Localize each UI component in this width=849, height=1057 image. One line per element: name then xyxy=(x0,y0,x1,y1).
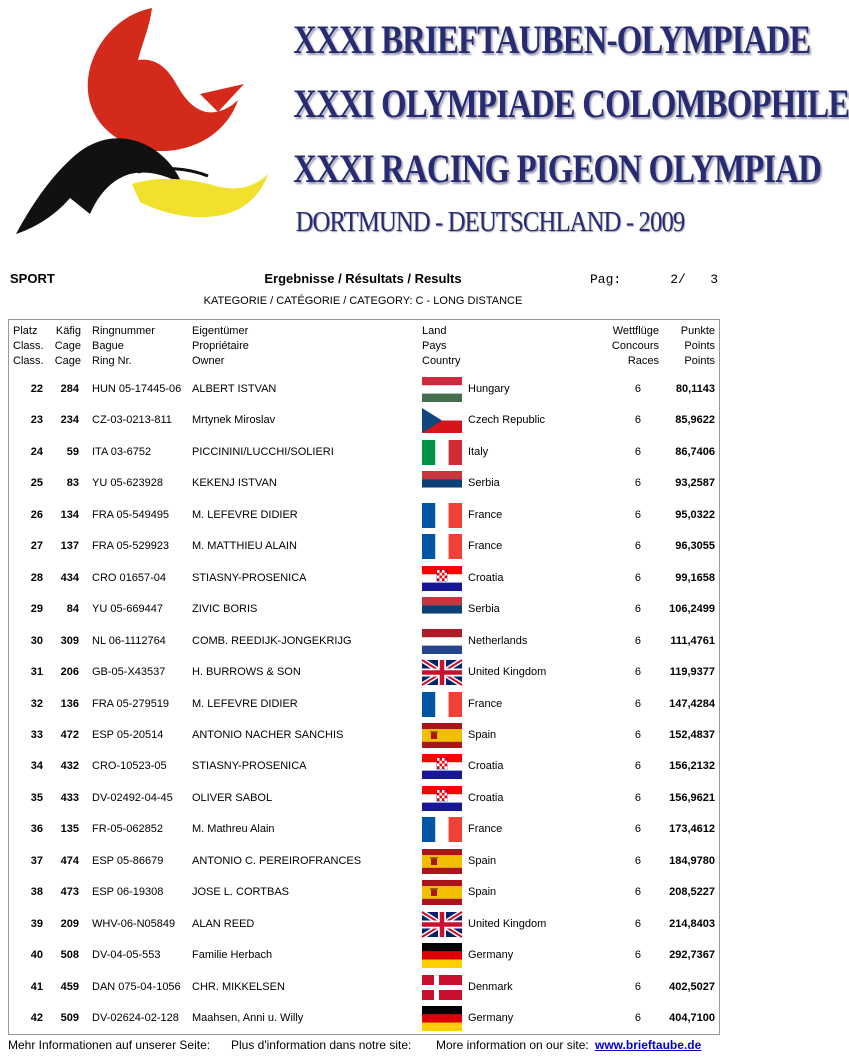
spain-flag-icon xyxy=(422,880,462,905)
place-cell: 31 xyxy=(30,666,43,679)
ring-number-cell: FRA 05-529923 xyxy=(92,540,170,553)
table-row xyxy=(9,720,719,751)
owner-cell: ANTONIO C. PEREIROFRANCES xyxy=(192,854,362,867)
owner-cell: STIASNY-PROSENICA xyxy=(192,760,307,773)
france-flag-icon xyxy=(422,692,462,717)
cage-cell: 473 xyxy=(60,886,79,899)
points-cell: 96,3055 xyxy=(675,540,715,553)
france-flag-icon xyxy=(422,817,462,842)
page-header xyxy=(0,0,849,245)
ring-number-cell: ESP 06-19308 xyxy=(92,886,164,899)
country-cell: United Kingdom xyxy=(468,917,547,930)
points-cell: 208,5227 xyxy=(669,886,715,899)
owner-cell: M. LEFEVRE DIDIER xyxy=(192,697,298,710)
cage-cell: 134 xyxy=(60,508,79,521)
ring-number-cell: ESP 05-20514 xyxy=(92,728,164,741)
races-cell: 6 xyxy=(634,383,641,395)
points-cell: 156,9621 xyxy=(669,791,715,804)
races-cell: 6 xyxy=(634,603,641,616)
races-cell: 6 xyxy=(634,571,641,584)
table-row xyxy=(9,594,719,625)
country-cell: France xyxy=(468,697,503,710)
country-cell: Hungary xyxy=(468,383,510,395)
cage-cell: 234 xyxy=(60,414,79,427)
page-current: 2 xyxy=(670,272,678,287)
owner-cell: KEKENJ ISTVAN xyxy=(192,477,277,490)
cage-cell: 434 xyxy=(60,571,79,584)
place-cell: 41 xyxy=(30,980,43,993)
table-row xyxy=(9,972,719,1003)
table-row xyxy=(9,405,719,436)
country-cell: Serbia xyxy=(468,477,500,490)
races-cell: 6 xyxy=(634,666,641,679)
hungary-flag-icon xyxy=(422,377,462,402)
country-cell: Germany xyxy=(468,1012,514,1024)
cage-cell: 474 xyxy=(60,854,79,867)
owner-cell: COMB. REEDIJK-JONGEKRIJG xyxy=(192,634,352,647)
croatia-flag-icon xyxy=(422,754,462,779)
place-cell: 38 xyxy=(30,886,43,899)
owner-cell: ANTONIO NACHER SANCHIS xyxy=(192,728,344,741)
title-german: XXXI BRIEFTAUBEN-OLYMPIADE xyxy=(293,17,811,62)
ring-number-cell: FR-05-062852 xyxy=(92,823,163,836)
column-header-place: Platz Class. Class. xyxy=(13,325,44,367)
owner-cell: JOSE L. CORTBAS xyxy=(192,886,289,899)
ring-number-cell: FRA 05-549495 xyxy=(92,508,170,521)
place-cell: 34 xyxy=(30,760,43,773)
cage-cell: 508 xyxy=(60,949,79,962)
races-cell: 6 xyxy=(634,949,641,962)
place-cell: 40 xyxy=(30,949,43,962)
cage-cell: 509 xyxy=(60,1012,79,1024)
germany-flag-icon xyxy=(422,943,462,968)
points-cell: 147,4284 xyxy=(669,697,715,710)
place-cell: 22 xyxy=(30,383,43,395)
place-cell: 37 xyxy=(30,854,43,867)
races-cell: 6 xyxy=(634,886,641,899)
place-cell: 24 xyxy=(30,445,43,458)
owner-cell: ALBERT ISTVAN xyxy=(192,383,277,395)
table-row xyxy=(9,374,719,405)
ring-number-cell: CRO 01657-04 xyxy=(92,571,166,584)
races-cell: 6 xyxy=(634,508,641,521)
country-cell: Spain xyxy=(468,728,497,741)
cage-cell: 472 xyxy=(60,728,79,741)
place-cell: 30 xyxy=(30,634,43,647)
table-row xyxy=(9,1003,719,1034)
ring-number-cell: FRA 05-279519 xyxy=(92,697,170,710)
owner-cell: Familie Herbach xyxy=(192,949,273,962)
page-separator: / xyxy=(678,272,686,287)
table-row xyxy=(9,657,719,688)
column-header-ring: Ringnummer Bague Ring Nr. xyxy=(92,325,155,367)
cage-cell: 432 xyxy=(60,760,79,773)
table-row xyxy=(9,531,719,562)
country-cell: Croatia xyxy=(468,571,504,584)
country-cell: Italy xyxy=(468,445,489,458)
points-cell: 156,2132 xyxy=(669,760,715,773)
ring-number-cell: DAN 075-04-1056 xyxy=(92,980,181,993)
cage-cell: 83 xyxy=(66,477,79,490)
races-cell: 6 xyxy=(634,980,641,993)
ring-number-cell: CZ-03-0213-811 xyxy=(92,414,172,427)
place-cell: 28 xyxy=(30,571,43,584)
owner-cell: M. MATTHIEU ALAIN xyxy=(192,540,297,553)
place-cell: 25 xyxy=(30,477,43,490)
column-header-cage: Käfig Cage Cage xyxy=(54,325,81,367)
title-english: XXXI RACING PIGEON OLYMPIAD xyxy=(293,146,822,191)
cage-cell: 137 xyxy=(60,540,79,553)
owner-cell: Mrtynek Miroslav xyxy=(192,414,276,427)
races-cell: 6 xyxy=(634,540,641,553)
races-cell: 6 xyxy=(634,1012,641,1024)
website-link[interactable]: www.brieftaube.de xyxy=(595,1038,702,1052)
country-cell: France xyxy=(468,540,503,553)
points-cell: 402,5027 xyxy=(669,980,715,993)
owner-cell: Maahsen, Anni u. Willy xyxy=(192,1012,304,1024)
page-label: Pag: xyxy=(590,272,622,287)
czech-flag-icon xyxy=(422,408,462,433)
table-row xyxy=(9,940,719,971)
points-cell: 85,9622 xyxy=(675,414,715,427)
ring-number-cell: NL 06-1112764 xyxy=(92,634,166,647)
place-cell: 26 xyxy=(30,508,43,521)
table-row xyxy=(9,751,719,782)
races-cell: 6 xyxy=(634,728,641,741)
ring-number-cell: GB-05-X43537 xyxy=(92,666,166,679)
ring-number-cell: DV-02624-02-128 xyxy=(92,1012,179,1024)
races-cell: 6 xyxy=(634,634,641,647)
netherlands-flag-icon xyxy=(422,629,462,654)
section-label: SPORT xyxy=(10,271,55,286)
points-cell: 119,9377 xyxy=(669,666,715,679)
table-row xyxy=(9,783,719,814)
place-cell: 32 xyxy=(30,697,43,710)
points-cell: 86,7406 xyxy=(675,445,715,458)
country-cell: United Kingdom xyxy=(468,666,547,679)
ring-number-cell: DV-04-05-553 xyxy=(92,949,161,962)
races-cell: 6 xyxy=(634,760,641,773)
cage-cell: 135 xyxy=(60,823,79,836)
owner-cell: OLIVER SABOL xyxy=(192,791,273,804)
races-cell: 6 xyxy=(634,697,641,710)
column-header-races: Wettflüge Concours Races xyxy=(611,325,659,367)
country-cell: Denmark xyxy=(468,980,513,993)
table-row xyxy=(9,437,719,468)
races-cell: 6 xyxy=(634,917,641,930)
points-cell: 292,7367 xyxy=(669,949,715,962)
table-row xyxy=(9,468,719,499)
place-cell: 39 xyxy=(30,917,43,930)
owner-cell: PICCININI/LUCCHI/SOLIERI xyxy=(192,445,334,458)
owner-cell: M. LEFEVRE DIDIER xyxy=(192,508,298,521)
table-row xyxy=(9,626,719,657)
place-cell: 42 xyxy=(30,1012,43,1024)
spain-flag-icon xyxy=(422,849,462,874)
country-cell: Croatia xyxy=(468,760,504,773)
points-cell: 184,9780 xyxy=(669,854,715,867)
points-cell: 173,4612 xyxy=(669,823,715,836)
table-row xyxy=(9,877,719,908)
table-row xyxy=(9,689,719,720)
ring-number-cell: HUN 05-17445-06 xyxy=(92,383,182,395)
category-label: KATEGORIE / CATÉGORIE / CATEGORY: C - LONG DISTANCE xyxy=(203,295,523,307)
olympiad-logo xyxy=(12,8,274,240)
results-table xyxy=(8,319,720,1035)
country-cell: Spain xyxy=(468,886,497,899)
uk-flag-icon xyxy=(422,660,462,685)
ring-number-cell: ITA 03-6752 xyxy=(92,445,152,458)
place-cell: 29 xyxy=(30,603,43,616)
page-total: 3 xyxy=(710,272,718,287)
italy-flag-icon xyxy=(422,440,462,465)
column-header-points: Punkte Points Points xyxy=(680,325,715,367)
cage-cell: 309 xyxy=(60,634,79,647)
points-cell: 106,2499 xyxy=(669,603,715,616)
results-title: Ergebnisse / Résultats / Results xyxy=(264,271,462,286)
ring-number-cell: WHV-06-N05849 xyxy=(92,917,176,930)
ring-number-cell: CRO-10523-05 xyxy=(92,760,167,773)
serbia-flag-icon xyxy=(422,597,462,622)
table-row xyxy=(9,563,719,594)
title-french: XXXI OLYMPIADE COLOMBOPHILE xyxy=(293,81,849,126)
points-cell: 404,7100 xyxy=(669,1012,715,1024)
event-subtitle: DORTMUND - DEUTSCHLAND - 2009 xyxy=(295,206,685,238)
owner-cell: M. Mathreu Alain xyxy=(192,823,275,836)
croatia-flag-icon xyxy=(422,566,462,591)
column-header-country: Land Pays Country xyxy=(422,325,461,367)
france-flag-icon xyxy=(422,503,462,528)
country-cell: France xyxy=(468,508,503,521)
points-cell: 80,1143 xyxy=(675,383,715,395)
footer-info-en: More information on our site: xyxy=(436,1038,589,1052)
owner-cell: CHR. MIKKELSEN xyxy=(192,980,285,993)
points-cell: 214,8403 xyxy=(669,917,715,930)
cage-cell: 206 xyxy=(60,666,79,679)
table-row xyxy=(9,814,719,845)
croatia-flag-icon xyxy=(422,786,462,811)
table-row xyxy=(9,500,719,531)
germany-flag-icon xyxy=(422,1006,462,1031)
cage-cell: 209 xyxy=(60,917,79,930)
points-cell: 95,0322 xyxy=(675,508,715,521)
place-cell: 35 xyxy=(30,791,43,804)
cage-cell: 433 xyxy=(60,791,79,804)
points-cell: 111,4761 xyxy=(670,634,715,647)
cage-cell: 84 xyxy=(66,603,79,616)
cage-cell: 459 xyxy=(60,980,79,993)
france-flag-icon xyxy=(422,534,462,559)
place-cell: 23 xyxy=(30,414,43,427)
races-cell: 6 xyxy=(634,477,641,490)
races-cell: 6 xyxy=(634,854,641,867)
owner-cell: ALAN REED xyxy=(192,917,255,930)
country-cell: Spain xyxy=(468,854,497,867)
ring-number-cell: ESP 05-86679 xyxy=(92,854,164,867)
ring-number-cell: YU 05-623928 xyxy=(92,477,163,490)
owner-cell: H. BURROWS & SON xyxy=(192,666,301,679)
place-cell: 27 xyxy=(30,540,43,553)
footer-info-de: Mehr Informationen auf unserer Seite: xyxy=(8,1038,211,1052)
place-cell: 36 xyxy=(30,823,43,836)
ring-number-cell: DV-02492-04-45 xyxy=(92,791,173,804)
points-cell: 99,1658 xyxy=(675,571,715,584)
table-row xyxy=(9,909,719,940)
footer-info-fr: Plus d'information dans notre site: xyxy=(231,1038,412,1052)
country-cell: France xyxy=(468,823,503,836)
country-cell: Croatia xyxy=(468,791,504,804)
country-cell: Czech Republic xyxy=(468,414,546,427)
owner-cell: STIASNY-PROSENICA xyxy=(192,571,307,584)
serbia-flag-icon xyxy=(422,471,462,496)
country-cell: Serbia xyxy=(468,603,500,616)
denmark-flag-icon xyxy=(422,975,462,1000)
points-cell: 152,4837 xyxy=(669,728,715,741)
races-cell: 6 xyxy=(634,414,641,427)
races-cell: 6 xyxy=(634,445,641,458)
uk-flag-icon xyxy=(422,912,462,937)
country-cell: Germany xyxy=(468,949,514,962)
races-cell: 6 xyxy=(634,791,641,804)
place-cell: 33 xyxy=(30,728,43,741)
ring-number-cell: YU 05-669447 xyxy=(92,603,163,616)
cage-cell: 59 xyxy=(66,445,79,458)
cage-cell: 136 xyxy=(60,697,79,710)
column-header-owner: Eigentümer Propriétaire Owner xyxy=(192,325,249,367)
table-row xyxy=(9,846,719,877)
country-cell: Netherlands xyxy=(468,634,528,647)
owner-cell: ZIVIC BORIS xyxy=(192,603,258,616)
spain-flag-icon xyxy=(422,723,462,748)
cage-cell: 284 xyxy=(60,383,79,395)
points-cell: 93,2587 xyxy=(675,477,715,490)
races-cell: 6 xyxy=(634,823,641,836)
